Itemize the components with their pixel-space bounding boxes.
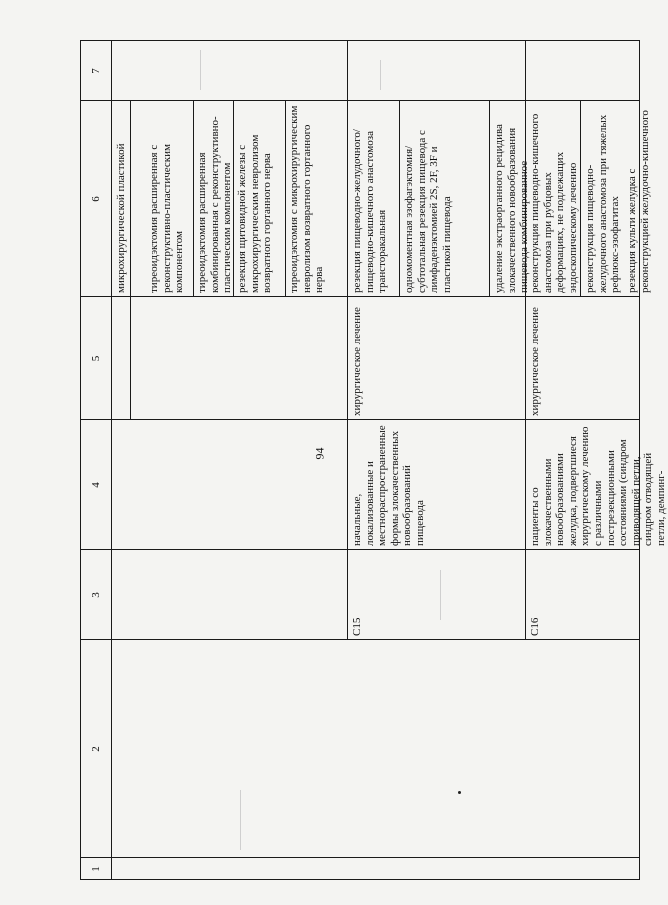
- column-number: 4: [90, 482, 102, 488]
- method-cell: реконструкция пищеводно-кишечного анастомоза при рубцовых деформациях, не подлежащих эндоскопическому лечению: [529, 113, 579, 293]
- page-number: 94: [312, 447, 327, 460]
- scan-noise: [240, 790, 241, 850]
- column-divider: [80, 296, 640, 297]
- method-cell: резекция щитовидной железы с микрохирургическим невролизом возвратного гортанного нерва: [236, 134, 274, 293]
- row-rule: [580, 100, 581, 297]
- column-number: 1: [90, 866, 102, 872]
- column-divider: [80, 100, 640, 101]
- column-number: 5: [90, 355, 102, 362]
- diagnosis-code: C15: [351, 617, 363, 636]
- method-cell: резекция пищеводно-желудочного/пищеводно-кишечного анастомоза трансторакальная: [351, 129, 389, 293]
- method-cell: тиреоидэктомия расширенная с реконструктивно-пластическим компонентом: [148, 144, 186, 293]
- table-border-top: [80, 40, 81, 880]
- column-number: 6: [90, 196, 102, 202]
- column-number: 3: [90, 592, 102, 598]
- table-border-left: [80, 879, 640, 880]
- column-divider: [80, 857, 640, 858]
- row-rule: [399, 100, 400, 297]
- patient-model-cell: пациенты со злокачественными новообразованиями желудка, подвергшиеся хирургическому лечению с различными пострезекционными состояниями (синдром приводящей петли, синдром отводящей петли, демпинг-: [529, 426, 667, 546]
- method-cell: одномоментная эзофагэктомия/ субтотальная резекция пищевода с лимфаденэктомией 2S, 2F, 3F и пластикой пищевода: [403, 130, 453, 293]
- column-number: 7: [90, 68, 102, 74]
- patient-model-cell: начальные, локализованные и местнораспространенные формы злокачественных новообразований пищевода: [351, 425, 426, 546]
- method-cell: удаление экстраорганного рецидива злокачественного новообразования пищевода комбинированное: [493, 124, 531, 293]
- header-rule: [111, 40, 112, 880]
- column-number: 2: [90, 746, 102, 752]
- scan-noise: [380, 60, 381, 90]
- treatment-table: [80, 40, 667, 880]
- table-border-right: [80, 40, 640, 41]
- method-cell: реконструкция пищеводно-желудочного анастомоза при тяжелых рефлюкс-эзофагитах: [584, 114, 622, 293]
- diagnosis-code: C16: [529, 617, 541, 636]
- treatment-type-cell: хирургическое лечение: [351, 307, 363, 416]
- column-divider: [80, 639, 640, 640]
- method-cell: тиреоидэктомия с микрохирургическим невролизом возвратного гортанного нерва: [288, 105, 326, 293]
- column-divider: [80, 419, 640, 420]
- row-rule: [130, 100, 131, 420]
- treatment-type-cell: хирургическое лечение: [529, 307, 541, 416]
- row-rule: [193, 100, 194, 297]
- method-cell: тиреоидэктомия расширенная комбинированная с реконструктивно-пластическим компонентом: [196, 116, 234, 293]
- column-divider: [80, 549, 640, 550]
- scan-noise: [440, 570, 441, 620]
- row-rule: [489, 100, 490, 297]
- row-rule: [285, 100, 286, 297]
- scan-noise: [200, 50, 201, 90]
- row-rule: [347, 40, 348, 640]
- method-cell: резекция культи желудка с реконструкцией желудочно-кишечного: [626, 110, 651, 293]
- method-cell: микрохирургической пластикой: [115, 143, 127, 293]
- scan-speck: [458, 791, 461, 794]
- row-rule: [525, 40, 526, 640]
